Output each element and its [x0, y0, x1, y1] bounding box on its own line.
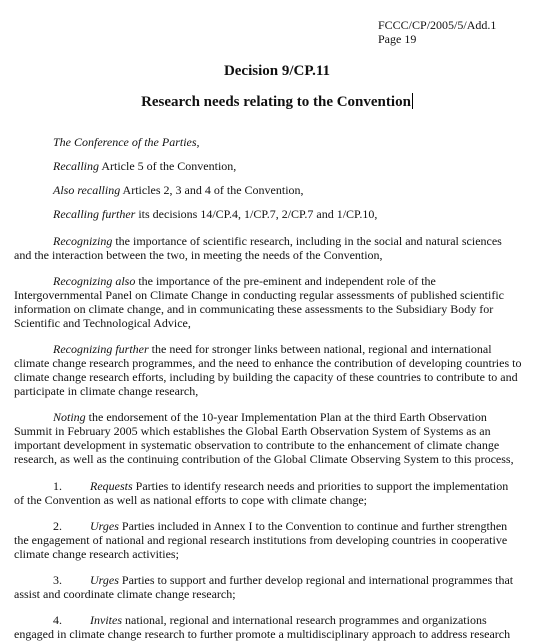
- operative-2-text: Parties included in Annex I to the Convention to continue and further strengthen: [118, 519, 508, 533]
- operative-3-text: Parties to support and further develop regional and international programmes that: [118, 573, 514, 587]
- operative-4-line-2: engaged in climate change research to further promote a multidisciplinary approach to address research: [14, 627, 511, 641]
- operative-4-text: national, regional and international research programmes and organizations: [122, 613, 487, 627]
- operative-3-line-2: assist and coordinate climate change research;: [14, 587, 236, 601]
- operative-4-em: Invites: [90, 613, 122, 627]
- preamble-5-em: Recognizing: [53, 234, 113, 248]
- preamble-2-em: Recalling: [53, 159, 99, 173]
- preamble-7-line-2: climate change research programmes, and the need to enhance the contribution of developing countries to: [14, 356, 522, 370]
- operative-2-line-3: climate change research activities;: [14, 547, 179, 561]
- operative-2: [14, 519, 544, 533]
- operative-3-em: Urges: [90, 573, 119, 587]
- preamble-4-em: Recalling further: [53, 207, 136, 221]
- preamble-6-text: the importance of the pre-eminent and independent role of the: [135, 274, 436, 288]
- operative-1-em: Requests: [90, 479, 133, 493]
- preamble-3-em: Also recalling: [53, 183, 121, 197]
- preamble-1-em: The Conference of the Parties,: [53, 135, 200, 149]
- operative-2-em: Urges: [90, 519, 119, 533]
- operative-1-text: Parties to identify research needs and priorities to support the implementation: [132, 479, 509, 493]
- preamble-7-em: Recognizing further: [53, 342, 149, 356]
- preamble-7: [14, 342, 544, 356]
- operative-4-number: 4.: [53, 613, 62, 627]
- preamble-5: [14, 234, 544, 248]
- preamble-8-text: the endorsement of the 10-year Implementation Plan at the third Earth Observation: [85, 410, 487, 424]
- decision-title: Decision 9/CP.11: [223, 63, 331, 79]
- preamble-7-line-3: climate change research efforts, including by building the capacity of these countries to contribute to and: [14, 370, 518, 384]
- page-number: Page 19: [378, 32, 417, 46]
- operative-3-number: 3.: [53, 573, 62, 587]
- preamble-2: [14, 159, 544, 173]
- preamble-6-em: Recognizing also: [53, 274, 136, 288]
- preamble-8-line-3: important development in systematic observation to contribute to the enhancement of climate change: [14, 438, 500, 452]
- preamble-4-text: its decisions 14/CP.4, 1/CP.7, 2/CP.7 and 1/CP.10,: [135, 207, 378, 221]
- operative-1-number: 1.: [53, 479, 62, 493]
- preamble-6-line-2: Intergovernmental Panel on Climate Change in conducting regular assessments of published scientific: [14, 288, 504, 302]
- preamble-6-line-3: information on climate change, and in communicating these assessments to the Subsidiary Body for: [14, 302, 494, 316]
- preamble-8: [14, 410, 544, 424]
- decision-subtitle-text: Research needs relating to the Convention: [141, 94, 411, 110]
- preamble-4: [14, 207, 544, 221]
- preamble-8-line-4: research, as well as the continuing contribution of the Global Climate Observing System to this process,: [14, 452, 514, 466]
- operative-2-line-2: the engagement of national and regional research institutions from developing countries in cooperative: [14, 533, 508, 547]
- preamble-6-line-4: Scientific and Technological Advice,: [14, 316, 191, 330]
- operative-2-number: 2.: [53, 519, 62, 533]
- preamble-2-text: Article 5 of the Convention,: [98, 159, 237, 173]
- operative-1-line-2: of the Convention as well as national efforts to cope with climate change;: [14, 493, 368, 507]
- operative-3: [14, 573, 544, 587]
- preamble-5-line-2: and the interaction between the two, in meeting the needs of the Convention,: [14, 248, 383, 262]
- preamble-6: [14, 274, 544, 288]
- text-cursor: [412, 93, 413, 109]
- preamble-8-em: Noting: [53, 410, 86, 424]
- document-id: FCCC/CP/2005/5/Add.1: [378, 18, 497, 32]
- operative-1: [14, 479, 544, 493]
- preamble-3: [14, 183, 544, 197]
- decision-subtitle: [0, 93, 554, 111]
- operative-4: [14, 613, 544, 627]
- preamble-3-text: Articles 2, 3 and 4 of the Convention,: [120, 183, 304, 197]
- preamble-1: [14, 135, 544, 149]
- preamble-7-text: the need for stronger links between national, regional and international: [148, 342, 492, 356]
- preamble-8-line-2: Summit in February 2005 which establishes the Global Earth Observation System of Systems as an: [14, 424, 491, 438]
- preamble-7-line-4: participate in climate change research,: [14, 384, 199, 398]
- preamble-5-text: the importance of scientific research, including in the social and natural sciences: [112, 234, 502, 248]
